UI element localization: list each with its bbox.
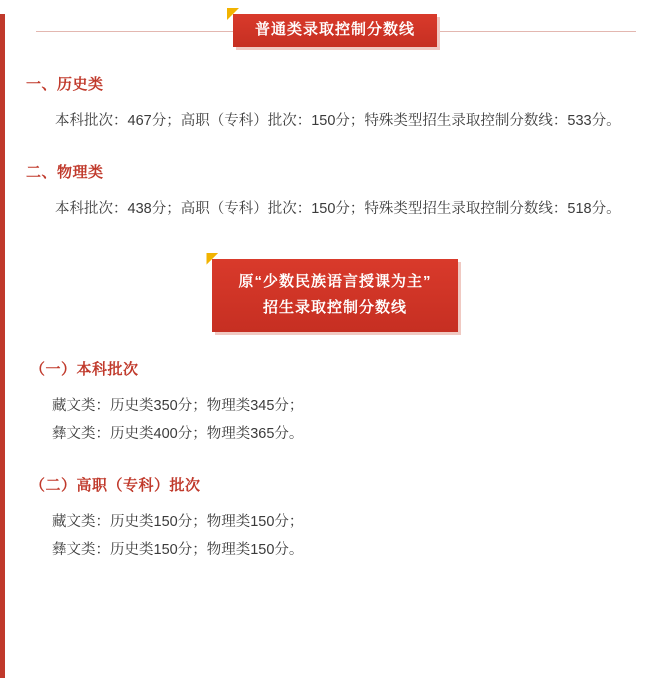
list-item: 藏文类：历史类350分；物理类345分； xyxy=(52,398,304,415)
corner-flag-icon xyxy=(206,253,218,265)
list-item: 彝文类：历史类150分；物理类150分。 xyxy=(52,541,304,558)
banner-general-text: 普通类录取控制分数线 xyxy=(254,21,415,38)
banner-general-wrap xyxy=(18,14,652,47)
section-heading-history: 一、历史类 xyxy=(26,76,104,93)
section-paragraph-physics: 本科批次：438分；高职（专科）批次：150分；特殊类型招生录取控制分数线：518分。 xyxy=(55,200,621,217)
banner-minority-line1: 原“少数民族语言授课为主” xyxy=(238,272,432,290)
list-item: 彝文类：历史类400分；物理类365分。 xyxy=(52,425,304,442)
list-item: 藏文类：历史类150分；物理类150分； xyxy=(52,514,304,531)
banner-minority xyxy=(212,259,457,333)
document-content xyxy=(0,14,668,564)
banner-rule-left xyxy=(36,31,248,32)
corner-flag-icon xyxy=(227,8,239,20)
banner-minority-line2: 招生录取控制分数线 xyxy=(262,298,407,316)
subsection-heading-undergraduate: （一）本科批次 xyxy=(30,361,139,379)
banner-general xyxy=(233,14,437,47)
section-heading-physics: 二、物理类 xyxy=(26,163,104,181)
banner-rule-right xyxy=(424,31,636,32)
section-paragraph-history: 本科批次：467分；高职（专科）批次：150分；特殊类型招生录取控制分数线：533分。 xyxy=(55,113,621,129)
banner-minority-wrap xyxy=(18,259,652,333)
subsection-heading-vocational: （二）高职（专科）批次 xyxy=(30,477,201,495)
document-page xyxy=(0,14,668,678)
